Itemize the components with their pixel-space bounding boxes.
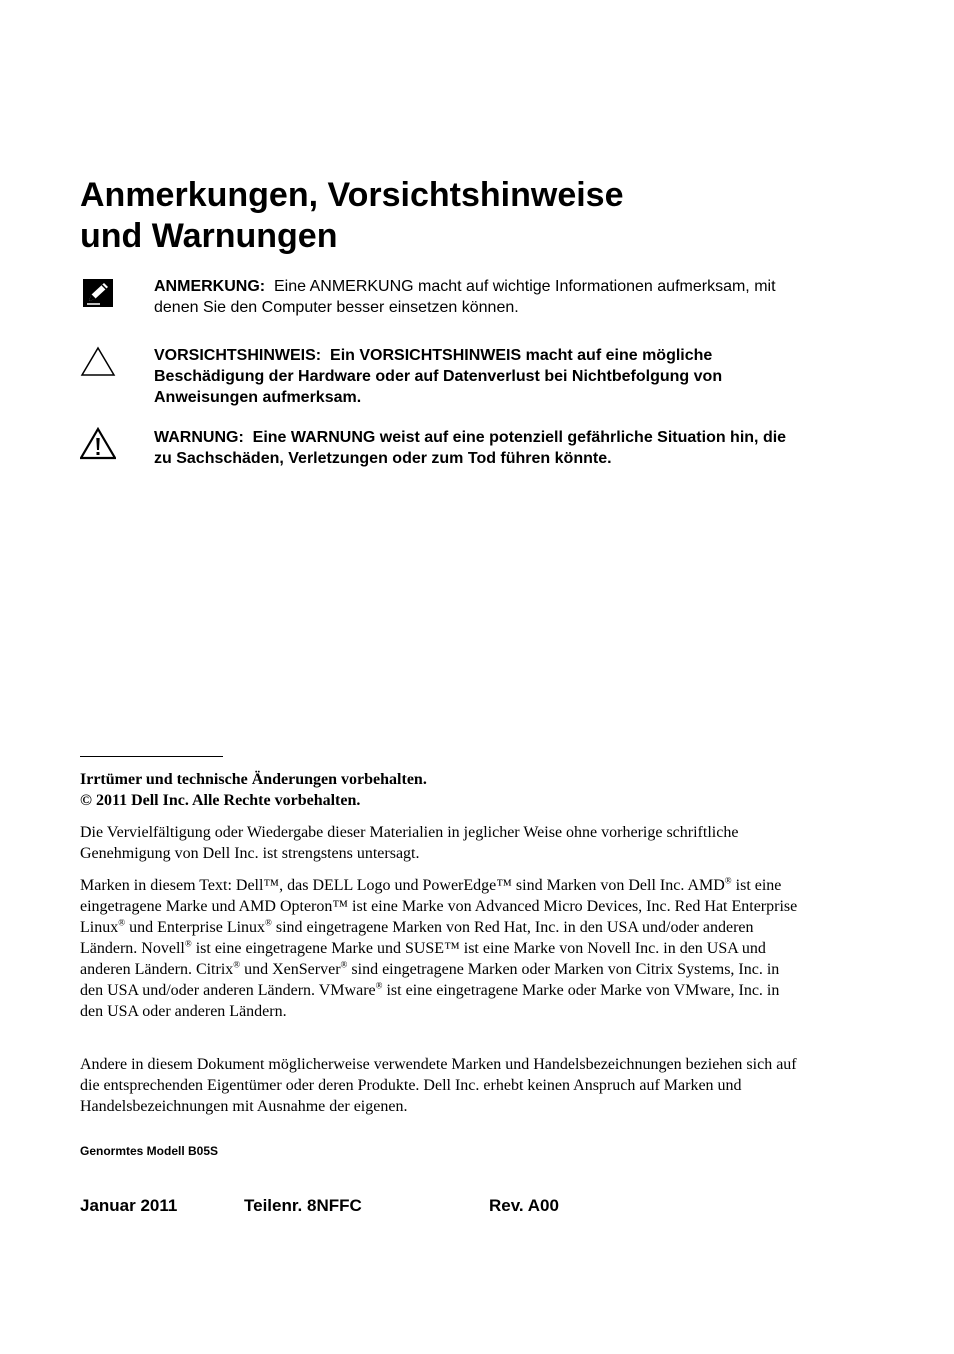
reproduction-text: Die Vervielfältigung oder Wiedergabe dieser Materialien in jeglicher Weise ohne vorherige schriftliche Genehmigung von Dell Inc. ist strengstens untersagt.: [80, 824, 739, 862]
caution-label: VORSICHTSHINWEIS:: [154, 347, 322, 364]
page-title: [80, 175, 860, 257]
footer-part-number: Teilenr. 8NFFC: [244, 1196, 362, 1215]
note-body: Eine ANMERKUNG macht auf wichtige Informationen aufmerksam, mit denen Sie den Computer besser einsetzen können.: [154, 278, 776, 316]
warning-text: [154, 427, 794, 469]
caution-body: Ein VORSICHTSHINWEIS macht auf eine mögliche Beschädigung der Hardware oder auf Datenverlust bei Nichtbefolgung von Anweisungen aufmerksam.: [154, 347, 723, 406]
trademarks-text: Marken in diesem Text: Dell™, das DELL Logo und PowerEdge™ sind Marken von Dell Inc. AMD® ist eine eingetragene Marke und AMD Opteron™ ist eine Marke von Advanced Micro Devices, Inc. Red Hat Enterprise Linux® und Enterprise Linux® sind eingetragene Marken von Red Hat, Inc. in den USA und/oder anderen Ländern. Novell® ist eine eingetragene Marke und SUSE™ ist eine Marke von Novell Inc. in den USA und anderen Ländern. Citrix® und XenServer® sind eingetragene Marken oder Marken von Citrix Systems, Inc. in den USA und/oder anderen Ländern. VMware® ist eine eingetragene Marke oder Marke von VMware, Inc. in den USA oder anderen Ländern.: [80, 875, 798, 1020]
note-text: [154, 276, 794, 318]
footer-date: Januar 2011: [80, 1196, 178, 1215]
page-title-line-2: und Warnungen: [80, 217, 338, 255]
page-title-line-1: Anmerkungen, Vorsichtshinweise: [80, 176, 624, 214]
trademarks-paragraph: [80, 875, 800, 1022]
footer-revision: Rev. A00: [489, 1196, 559, 1215]
caution-text: [154, 345, 794, 408]
warning-exclamation-triangle-icon: [80, 427, 116, 461]
disclaimer-text: Irrtümer und technische Änderungen vorbehalten.: [80, 771, 427, 788]
warning-label: WARNUNG:: [154, 429, 244, 446]
copyright-text: © 2011 Dell Inc. Alle Rechte vorbehalten.: [80, 792, 361, 809]
legal-header: [80, 769, 800, 811]
note-label: ANMERKUNG:: [154, 278, 266, 295]
other-marks-paragraph: [80, 1054, 800, 1117]
regulatory-model: Genormtes Modell B05S: [80, 1144, 219, 1158]
note-pencil-icon: [80, 276, 116, 310]
warning-body: Eine WARNUNG weist auf eine potenziell gefährliche Situation hin, die zu Sachschäden, Verletzungen oder zum Tod führen könnte.: [154, 429, 787, 467]
footnote-divider: [80, 756, 223, 757]
other-marks-text: Andere in diesem Dokument möglicherweise verwendete Marken und Handelsbezeichnungen beziehen sich auf die entsprechenden Eigentümer oder deren Produkte. Dell Inc. erhebt keinen Anspruch auf Marken und Handelsbezeichnungen mit Ausnahme der eigenen.: [80, 1056, 797, 1115]
caution-triangle-icon: [80, 345, 116, 379]
reproduction-paragraph: [80, 822, 800, 864]
